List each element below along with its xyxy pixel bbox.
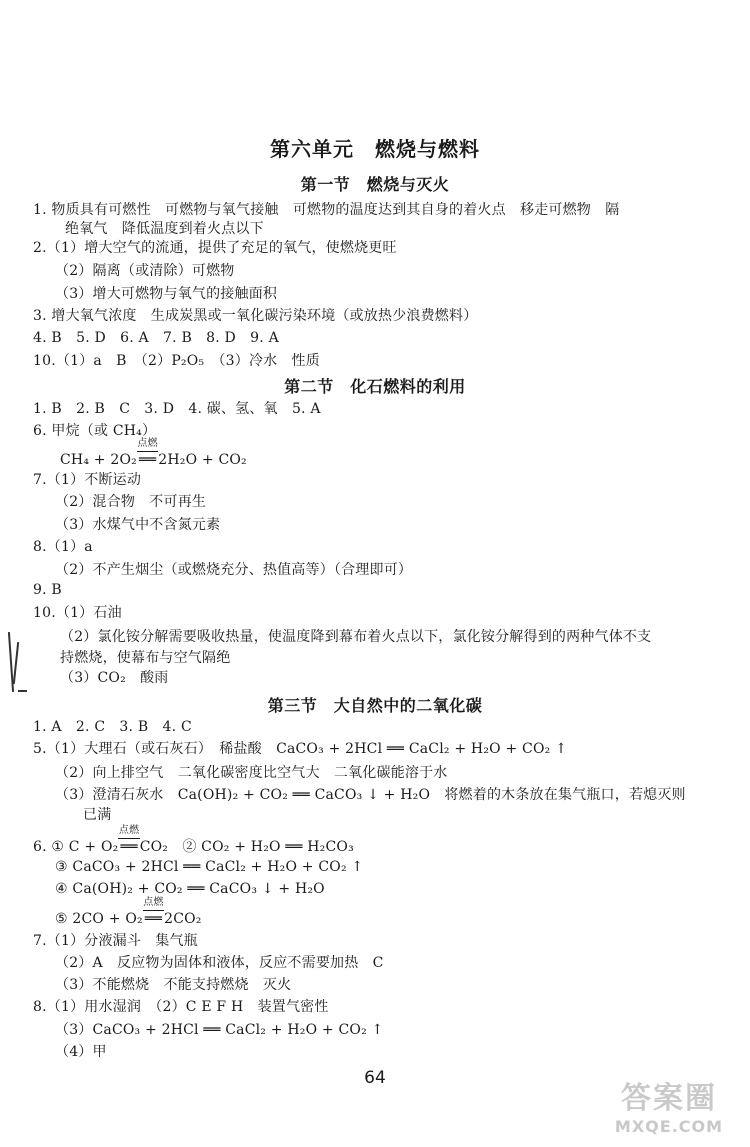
section-2-title: 第二节 化石燃料的利用 xyxy=(284,377,466,396)
answer-line: 5.（1）大理石（或石灰石） 稀盐酸 CaCO₃ + 2HCl ══ CaCl₂ + H₂O + CO₂ ↑ xyxy=(33,741,568,757)
answer-line: （2）A 反应物为固体和液体，反应不需要加热 C xyxy=(55,955,384,971)
watermark-line-1: 答案圈 xyxy=(621,1081,717,1116)
reaction-condition: 点燃 ══ xyxy=(118,825,140,855)
answer-line: （2）氯化铵分解需要吸收热量，使温度降到幕布着火点以下，氯化铵分解得到的两种气体不支 xyxy=(60,629,652,645)
answer-line: 1. B 2. B C 3. D 4. 碳、氢、氧 5. A xyxy=(33,401,321,417)
margin-pencil-mark xyxy=(18,690,27,692)
answer-line: 2.（1）增大空气的流通，提供了充足的氧气，使燃烧更旺 xyxy=(33,240,397,256)
answer-line: 8.（1）a xyxy=(33,539,93,555)
answer-line: （3）CO₂ 酸雨 xyxy=(60,670,169,686)
answer-line: （3）澄清石灰水 Ca(OH)₂ + CO₂ ══ CaCO₃ ↓ + H₂O 将燃着的木条放在集气瓶口，若熄灭则 xyxy=(55,787,686,803)
page-number: 64 xyxy=(364,1068,386,1088)
equation-left: ⑤ 2CO + O₂ xyxy=(55,911,143,927)
margin-pencil-mark xyxy=(13,642,19,684)
answer-line: ③ CaCO₃ + 2HCl ══ CaCl₂ + H₂O + CO₂ ↑ xyxy=(55,859,364,875)
equation-left: 6. ① C + O₂ xyxy=(33,839,119,855)
equation-right: CO₂ ② CO₂ + H₂O ══ H₂CO₃ xyxy=(139,839,354,855)
chemical-equation xyxy=(55,897,202,929)
equation-left: CH₄ + 2O₂ xyxy=(60,452,137,468)
answer-line: 7.（1）不断运动 xyxy=(33,472,142,488)
answer-line: 9. B xyxy=(33,582,62,598)
condition-label: 点燃 xyxy=(143,897,164,908)
answer-line: （3）水煤气中不含氮元素 xyxy=(55,517,221,533)
answer-line: 10.（1）a B （2）P₂O₅ （3）冷水 性质 xyxy=(33,353,320,369)
answer-line: 4. B 5. D 6. A 7. B 8. D 9. A xyxy=(33,330,279,346)
equation-right: 2CO₂ xyxy=(164,911,202,927)
answer-line: （3）不能燃烧 不能支持燃烧 灭火 xyxy=(55,977,292,993)
answer-line: 8.（1）用水湿润 （2）C E F H 装置气密性 xyxy=(33,999,329,1015)
answer-line: 持燃烧，使幕布与空气隔绝 xyxy=(60,650,231,666)
answer-line: ④ Ca(OH)₂ + CO₂ ══ CaCO₃ ↓ + H₂O xyxy=(55,881,325,897)
answer-line: （4）甲 xyxy=(55,1044,107,1060)
unit-title: 第六单元 燃烧与燃料 xyxy=(270,137,480,161)
reaction-condition: 点燃 ══ xyxy=(143,897,164,927)
chemical-equation xyxy=(33,825,354,857)
answer-line: 已满 xyxy=(83,807,112,823)
answer-line: 1. 物质具有可燃性 可燃物与氧气接触 可燃物的温度达到其自身的着火点 移走可燃物 隔 xyxy=(33,202,620,218)
watermark-logo xyxy=(594,1081,744,1143)
answer-line: （2）不产生烟尘（或燃烧充分、热值高等）（合理即可） xyxy=(55,562,413,578)
answer-line: 3. 增大氧气浓度 生成炭黑或一氧化碳污染环境（或放热少浪费燃料） xyxy=(33,308,478,324)
answer-line: （3）增大可燃物与氧气的接触面积 xyxy=(55,286,278,302)
answer-line: （3）CaCO₃ + 2HCl ══ CaCl₂ + H₂O + CO₂ ↑ xyxy=(55,1022,384,1038)
condition-label: 点燃 xyxy=(118,825,140,836)
chemical-equation xyxy=(60,438,247,470)
condition-label: 点燃 xyxy=(137,438,158,449)
equation-right: 2H₂O + CO₂ xyxy=(158,452,247,468)
answer-line: 6. 甲烷（或 CH₄） xyxy=(33,423,157,439)
watermark-line-2: MXQE.COM xyxy=(614,1117,724,1136)
answer-line: （2）混合物 不可再生 xyxy=(55,494,207,510)
answer-line: 1. A 2. C 3. B 4. C xyxy=(33,719,192,735)
answer-line: 绝氧气 降低温度到着火点以下 xyxy=(65,221,264,237)
answer-line: （2）隔离（或清除）可燃物 xyxy=(55,263,235,279)
answer-line: （2）向上排空气 二氧化碳密度比空气大 二氧化碳能溶于水 xyxy=(55,765,448,781)
reaction-condition: 点燃 ══ xyxy=(137,438,158,468)
section-3-title: 第三节 大自然中的二氧化碳 xyxy=(267,696,483,715)
answer-line: 10.（1）石油 xyxy=(33,605,122,621)
section-1-title: 第一节 燃烧与灭火 xyxy=(300,175,450,194)
answer-line: 7.（1）分液漏斗 集气瓶 xyxy=(33,933,198,949)
